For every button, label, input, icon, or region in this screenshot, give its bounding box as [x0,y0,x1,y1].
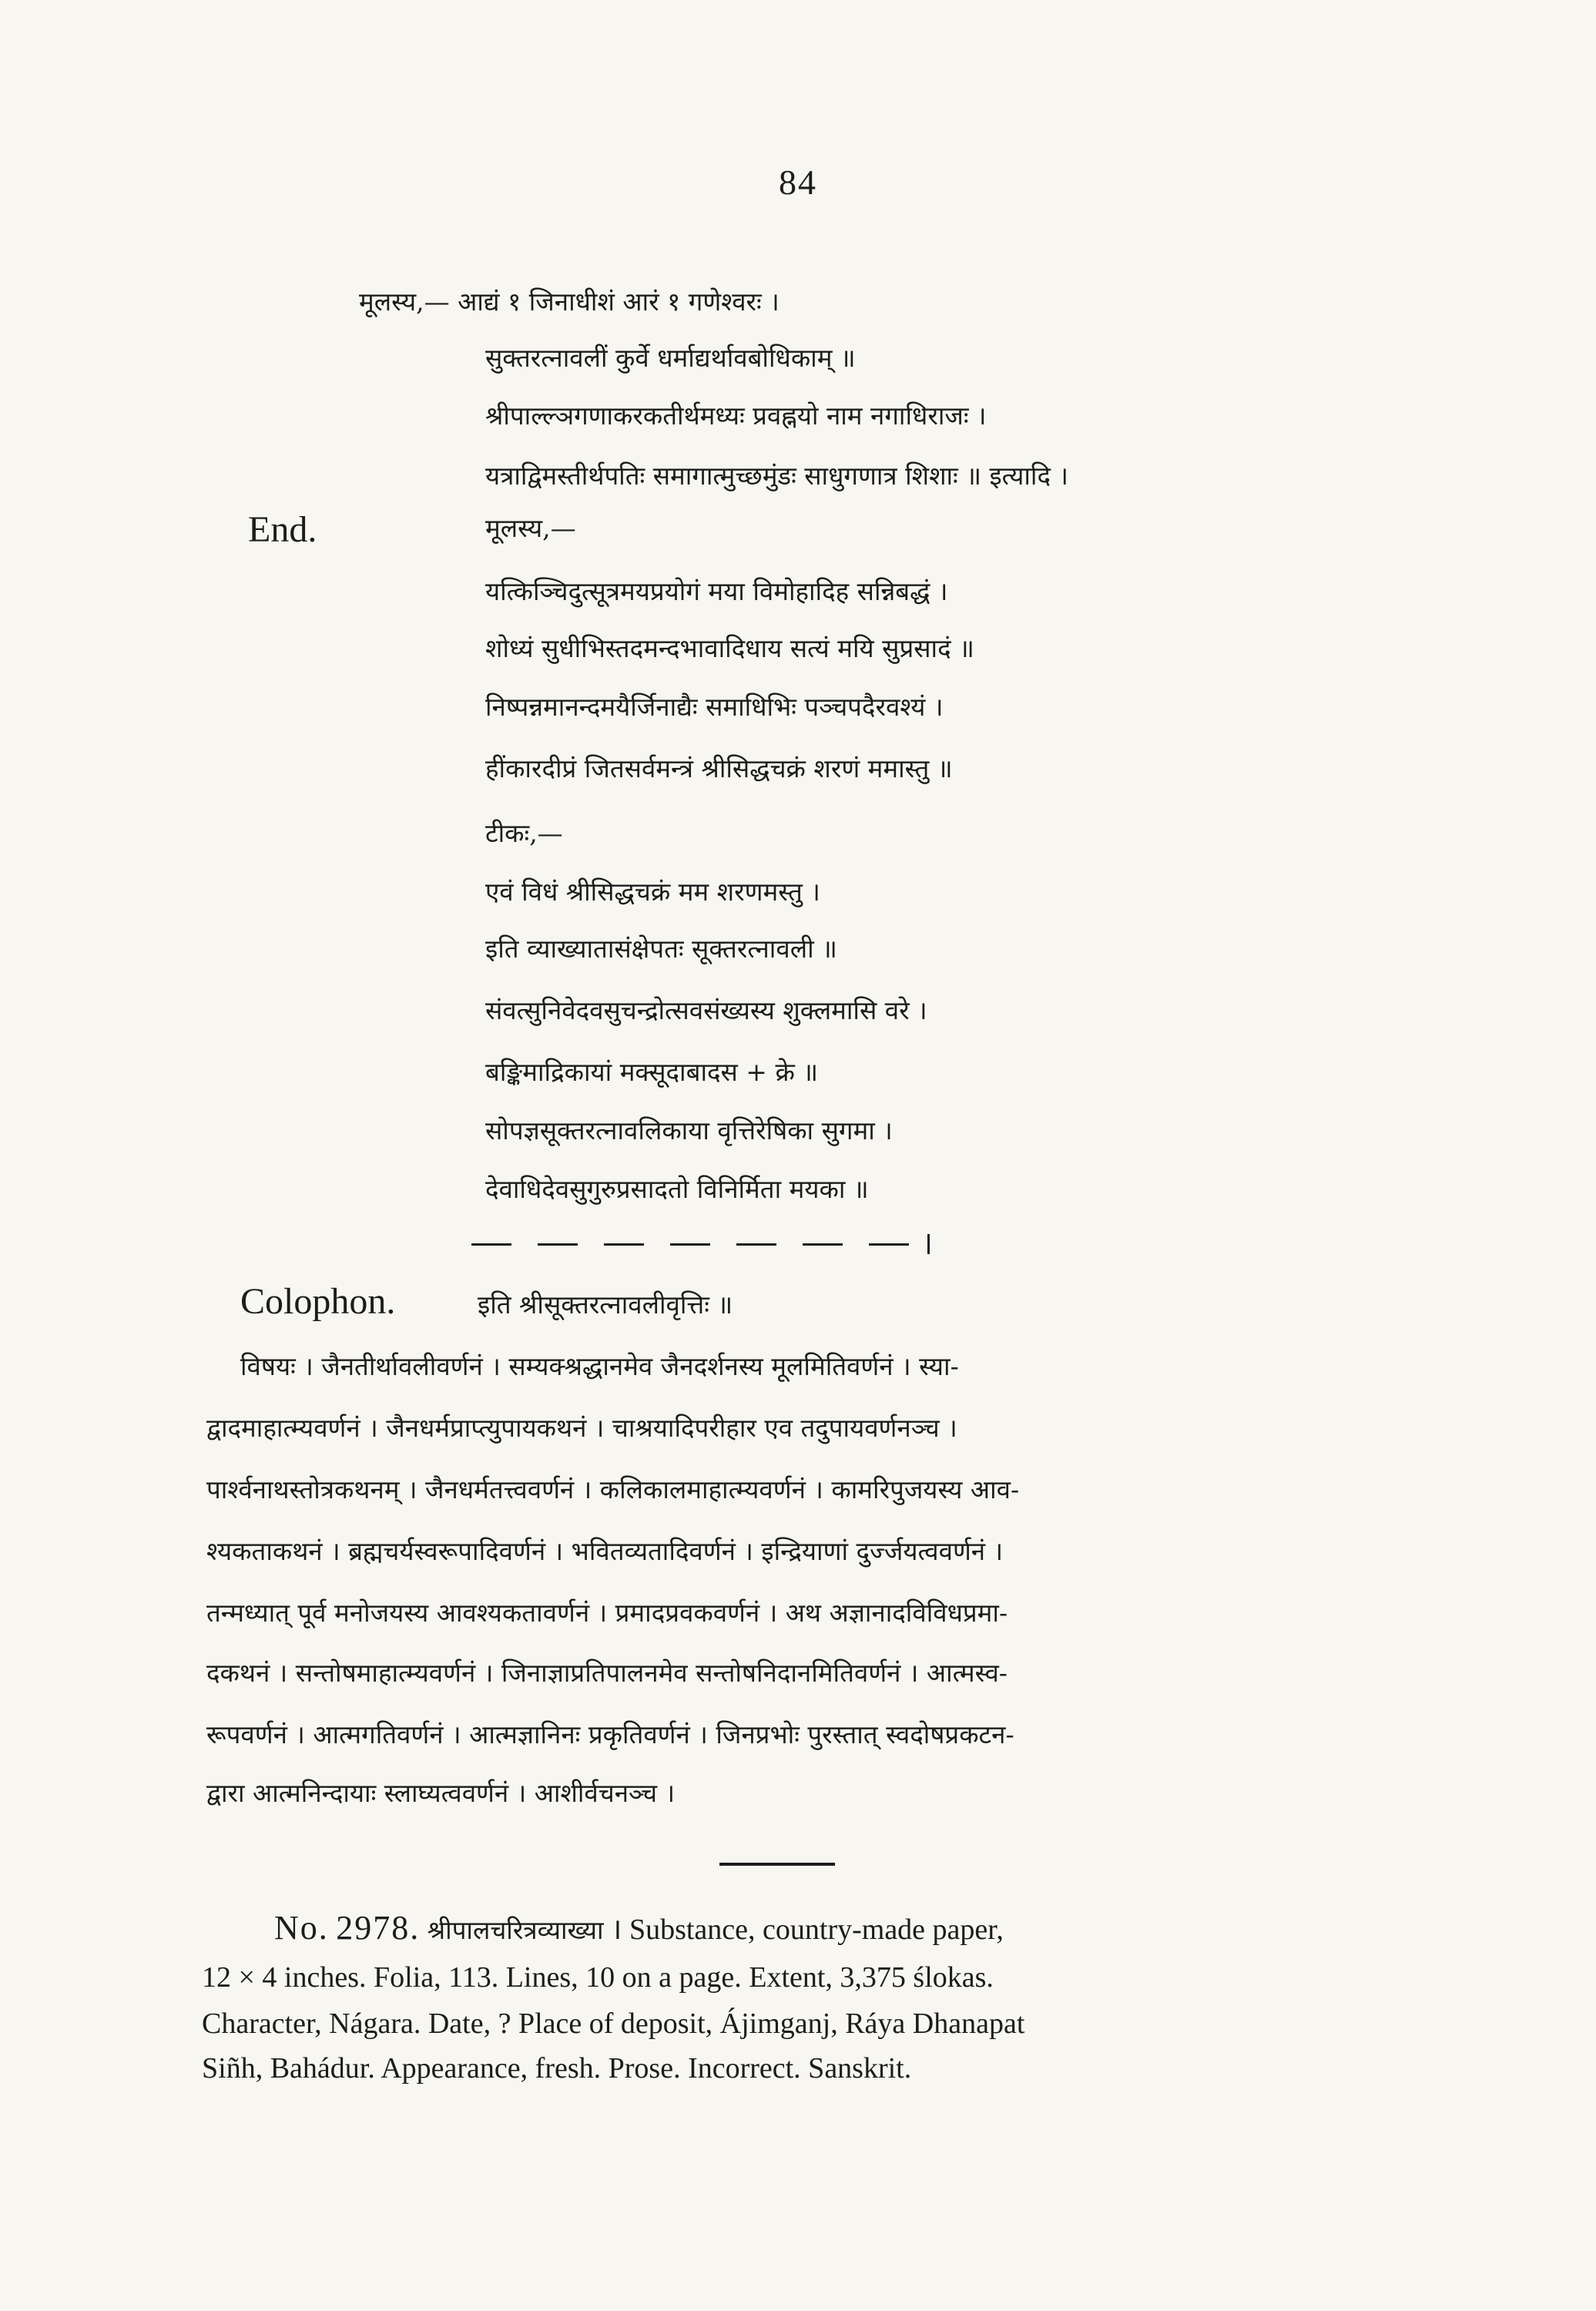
dash [538,1243,578,1246]
dash [670,1243,710,1246]
start-line: सुक्तरत्नावलीं कुर्वे धर्माद्यर्थावबोधिकाम् ॥ [485,343,856,373]
end-line: एवं विधं श्रीसिद्धचक्रं मम शरणमस्तु । [485,877,820,907]
danda-bar [927,1234,930,1254]
subject-line: श्यकताकथनं । ब्रह्मचर्यस्वरूपादिवर्णनं । भवितव्यतादिवर्णनं । इन्द्रियाणां दुर्ज्जयत्ववर्णनं । [206,1536,1004,1566]
page-number: 84 [779,163,817,202]
dash [604,1243,644,1246]
start-line: यत्राद्विमस्तीर्थपतिः समागात्मुच्छमुंडः साधुगणात्र शिशाः ॥ इत्यादि । [485,461,1068,491]
end-line: बङ्किमाद्रिकायां मक्सूदाबादस + क्रे ॥ [485,1057,819,1087]
dash [471,1243,511,1246]
entry-no-label: No. [274,1909,329,1947]
end-label: End. [248,509,317,550]
end-line: संवत्सुनिवेदवसुचन्द्रोत्सवसंख्यस्य शुक्लमासि वरे । [485,995,927,1025]
subject-line: तन्मध्यात् पूर्व मनोजयस्य आवश्यकतावर्णनं । प्रमादप्रवकवर्णनं । अथ अज्ञानादविविधप्रमा- [206,1598,1008,1628]
separator-rule [719,1863,835,1866]
end-line: शोध्यं सुधीभिस्तदमन्दभावादिधाय सत्यं मयि सुप्रसादं ॥ [485,633,974,663]
catalog-line: 12 × 4 inches. Folia, 113. Lines, 10 on a page. Extent, 3,375 ślokas. [202,1961,994,1994]
catalog-line [274,1910,1004,1948]
subject-line: द्वारा आत्मनिन्दायाः स्लाघ्यत्ववर्णनं । आशीर्वचनञ्च । [206,1778,676,1808]
start-line: मूलस्य,— आद्यं १ जिनाधीशं आरं १ गणेश्वरः । [359,287,780,317]
end-line: हींकारदीप्रं जितसर्वमन्त्रं श्रीसिद्धचक्रं शरणं ममास्तु ॥ [485,753,953,783]
subject-line: द्वादमाहात्म्यवर्णनं । जैनधर्मप्राप्त्युपायकथनं । चाश्रयादिपरीहार एव तदुपायवर्णनञ्च । [206,1413,957,1443]
dash [736,1243,776,1246]
end-line: सोपज्ञसूक्तरत्नावलिकाया वृत्तिरेषिका सुगमा । [485,1115,893,1145]
end-line: निष्पन्नमानन्दमयैर्जिनाद्यैः समाधिभिः पञ्चपदैरवश्यं । [485,692,944,722]
colophon-label: Colophon. [240,1281,396,1322]
dash [869,1243,909,1246]
subject-line: रूपवर्णनं । आत्मगतिवर्णनं । आत्मज्ञानिनः प्रकृतिवर्णनं । जिनप्रभोः पुरस्तात् स्वदोषप्रकटन- [206,1719,1014,1749]
colophon-text: इति श्रीसूक्तरत्नावलीवृत्तिः ॥ [478,1290,733,1320]
catalog-line: Siñh, Bahádur. Appearance, fresh. Prose. Incorrect. Sanskrit. [202,2052,912,2085]
entry-number: 2978. [336,1909,421,1947]
dash-row [471,1233,980,1256]
catalog-line: Character, Nágara. Date, ? Place of deposit, Ájimganj, Ráya Dhanapat [202,2007,1025,2040]
subject-line: दकथनं । सन्तोषमाहात्म्यवर्णनं । जिनाज्ञाप्रतिपालनमेव सन्तोषनिदानमितिवर्णनं । आत्मस्व- [206,1658,1008,1688]
end-line: टीकः,— [485,818,563,848]
dash [803,1243,843,1246]
end-line: मूलस्य,— [485,513,576,543]
end-line: देवाधिदेवसुगुरुप्रसादतो विनिर्मिता मयका ॥ [485,1174,869,1204]
subject-line: पार्श्वनाथस्तोत्रकथनम् । जैनधर्मतत्त्ववर्णनं । कलिकालमाहात्म्यवर्णनं । कामरिपुजयस्य आव- [206,1474,1020,1504]
end-line: इति व्याख्यातासंक्षेपतः सूक्तरत्नावली ॥ [485,934,837,964]
start-line: श्रीपाल्ल्ञगणाकरकतीर्थमध्यः प्रवह्नयो नाम नगाधिराजः । [485,401,987,431]
subject-line: विषयः । जैनतीर्थावलीवर्णनं । सम्यक्श्रद्धानमेव जैनदर्शनस्य मूलमितिवर्णनं । स्या- [240,1351,959,1381]
end-line: यत्किञ्चिदुत्सूत्रमयप्रयोगं मया विमोहादिह सन्निबद्धं । [485,576,948,606]
entry-title: श्रीपालचरित्रव्याख्या [427,1915,604,1945]
entry-substance: । Substance, country-made paper, [603,1914,1004,1946]
